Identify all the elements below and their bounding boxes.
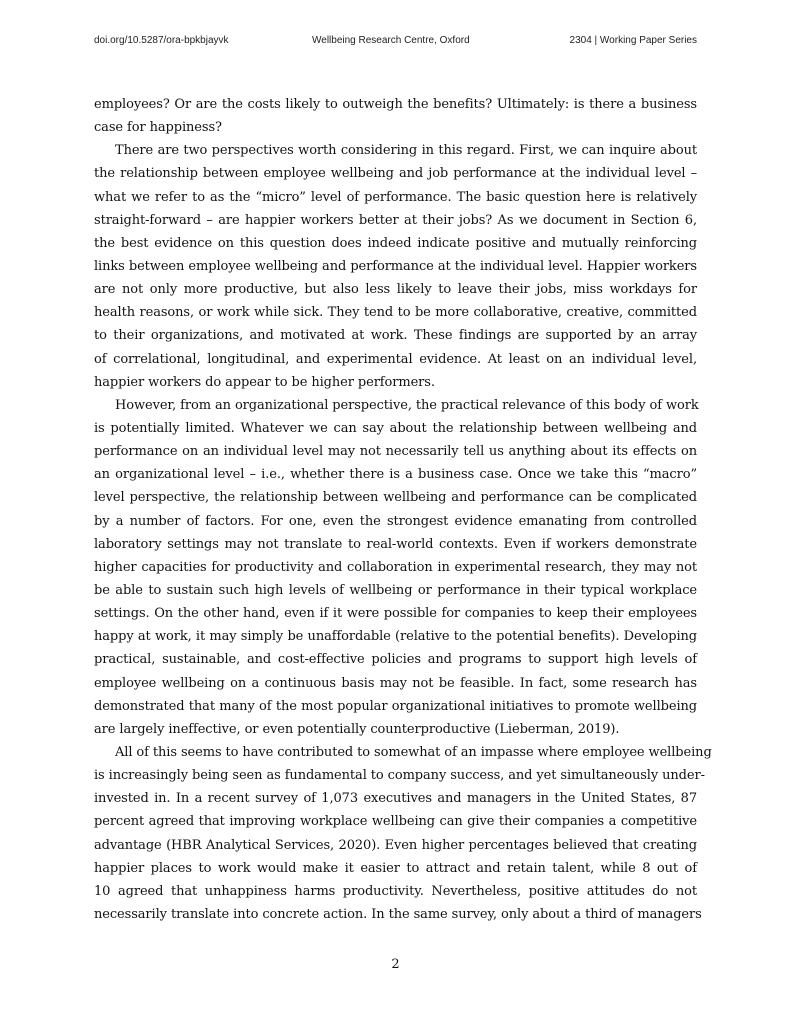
text-line: higher capacities for productivity and collaboration in experimental research, they may not: [94, 559, 697, 575]
text-line: practical, sustainable, and cost-effective policies and programs to support high levels of: [94, 652, 697, 668]
text-line: the best evidence on this question does indeed indicate positive and mutually reinforcing: [94, 235, 697, 251]
text-line: the relationship between employee wellbeing and job performance at the individual level –: [94, 166, 697, 182]
text-line: straight-forward – are happier workers better at their jobs? As we document in Section 6,: [94, 212, 697, 228]
text-line: links between employee wellbeing and performance at the individual level. Happier workers: [94, 258, 697, 274]
text-line: are largely ineffective, or even potentially counterproductive (Lieberman, 2019).: [94, 721, 620, 737]
text-line: settings. On the other hand, even if it were possible for companies to keep their employees: [94, 606, 697, 622]
text-line: are not only more productive, but also less likely to leave their jobs, miss workdays for: [94, 282, 697, 298]
text-line: is potentially limited. Whatever we can say about the relationship between wellbeing and: [94, 420, 697, 436]
text-line: laboratory settings may not translate to real-world contexts. Even if workers demonstrate: [94, 536, 697, 552]
doi-link[interactable]: doi.org/10.5287/ora-bpkbjayvk: [94, 35, 229, 46]
paragraph-first-line: All of this seems to have contributed to somewhat of an impasse where employee wellbeing: [115, 744, 712, 760]
text-line: 10 agreed that unhappiness harms productivity. Nevertheless, positive attitudes do not: [94, 883, 697, 899]
text-line: performance on an individual level may not necessarily tell us anything about its effects on: [94, 444, 697, 460]
text-line: invested in. In a recent survey of 1,073 executives and managers in the United States, 87: [94, 791, 697, 807]
page-number: 2: [391, 957, 400, 972]
institution-name: Wellbeing Research Centre, Oxford: [312, 35, 470, 46]
text-line: demonstrated that many of the most popular organizational initiatives to promote wellbeing: [94, 698, 697, 714]
text-line: health reasons, or work while sick. They tend to be more collaborative, creative, committed: [94, 305, 697, 321]
text-line: percent agreed that improving workplace wellbeing can give their companies a competitive: [94, 814, 697, 830]
text-line: level perspective, the relationship between wellbeing and performance can be complicated: [94, 490, 697, 506]
paragraph-first-line: There are two perspectives worth considering in this regard. First, we can inquire about: [115, 143, 697, 159]
text-line: by a number of factors. For one, even the strongest evidence emanating from controlled: [94, 513, 697, 529]
text-line: happy at work, it may simply be unaffordable (relative to the potential benefits). Developing: [94, 629, 697, 645]
text-line: happier workers do appear to be higher performers.: [94, 374, 435, 390]
text-line: of correlational, longitudinal, and experimental evidence. At least on an individual level,: [94, 351, 697, 367]
text-line: employees? Or are the costs likely to outweigh the benefits? Ultimately: is there a business: [94, 97, 697, 112]
text-line: to their organizations, and motivated at work. These findings are supported by an array: [94, 328, 697, 344]
text-line: employee wellbeing on a continuous basis may not be feasible. In fact, some research has: [94, 675, 697, 691]
series-label: 2304 | Working Paper Series: [569, 35, 697, 46]
body-text: [94, 93, 712, 926]
running-header: [94, 35, 697, 49]
paragraph-first-line: However, from an organizational perspective, the practical relevance of this body of work: [115, 397, 699, 413]
text-line: an organizational level – i.e., whether there is a business case. Once we take this “macro”: [94, 467, 697, 483]
text-line: is increasingly being seen as fundamental to company success, and yet simultaneously under-: [94, 768, 705, 784]
text-line: what we refer to as the “micro” level of performance. The basic question here is relatively: [94, 189, 697, 205]
text-line: necessarily translate into concrete action. In the same survey, only about a third of managers: [94, 906, 702, 922]
text-line: happier places to work would make it easier to attract and retain talent, while 8 out of: [94, 860, 697, 876]
text-line: be able to sustain such high levels of wellbeing or performance in their typical workplace: [94, 582, 697, 598]
text-line: case for happiness?: [94, 120, 222, 136]
text-line: advantage (HBR Analytical Services, 2020). Even higher percentages believed that creating: [94, 837, 697, 853]
